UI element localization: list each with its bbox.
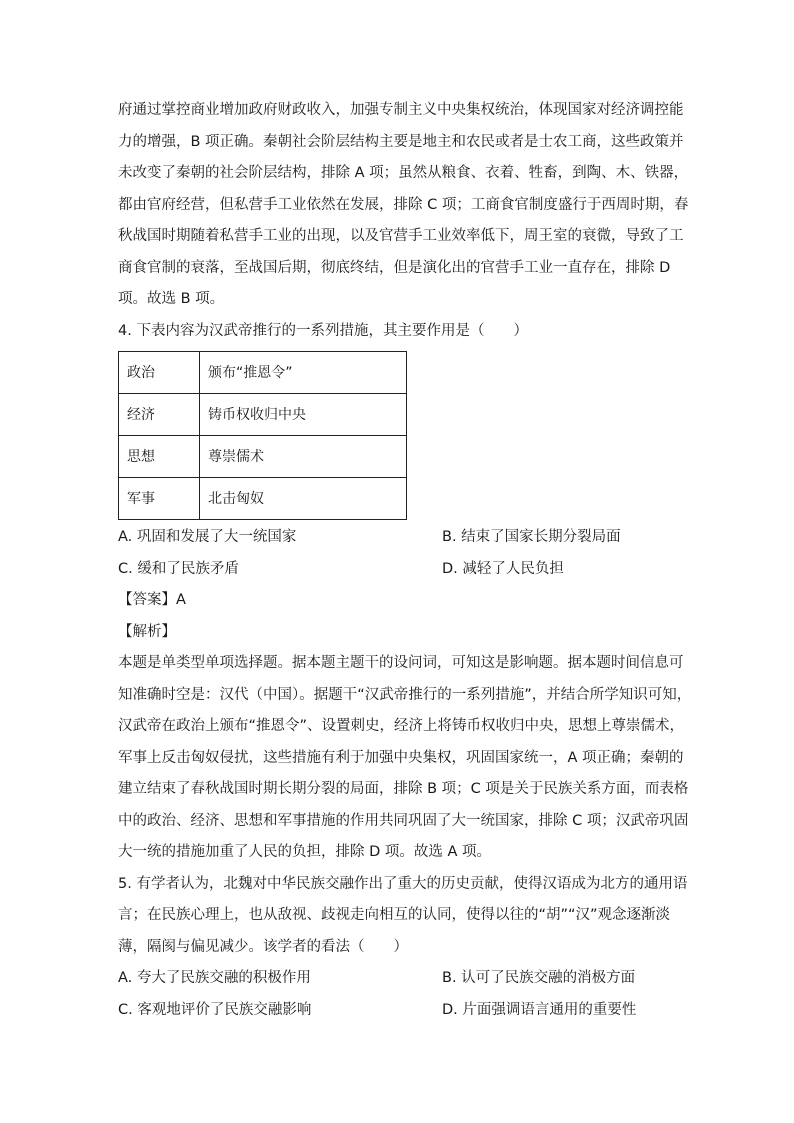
text-line: 汉武帝在政治上颁布“推恩令”、设置刺史，经济上将铸币权收归中央，思想上尊崇儒术，: [118, 718, 685, 734]
answer-label: 【答案】A: [118, 592, 186, 608]
table-cell-measure: 颁布“推恩令”: [200, 352, 407, 394]
text-line: 项。故选 B 项。: [118, 291, 225, 307]
table-cell-category: 政治: [119, 352, 200, 394]
analysis-label: 【解析】: [118, 623, 176, 640]
table-row: [119, 352, 407, 394]
question-stem: 薄，隔阂与偏见减少。该学者的看法（ ）: [118, 938, 408, 955]
measures-table: [118, 351, 407, 520]
option-d: D. 片面强调语言通用的重要性: [442, 1001, 637, 1018]
answer-options: [118, 963, 674, 1026]
question-4: [118, 316, 692, 869]
table-cell-category: 思想: [119, 436, 200, 478]
text-line: 府通过掌控商业增加政府财政收入，加强专制主义中央集权统治，体现国家对经济调控能: [118, 102, 684, 118]
text-line: 大一统的措施加重了人民的负担，排除 D 项。故选 A 项。: [118, 844, 492, 860]
option-d: D. 减轻了人民负担: [442, 560, 564, 577]
table-row: [119, 478, 407, 520]
table-cell-measure: 铸币权收归中央: [200, 394, 407, 436]
table-cell-category: 经济: [119, 394, 200, 436]
text-line: 秋战国时期随着私营手工业的出现，以及官营手工业效率低下，周王室的衰微，导致了工: [118, 228, 684, 244]
answer-options: [118, 522, 674, 585]
table-cell-category: 军事: [119, 478, 200, 520]
option-b: B. 结束了国家长期分裂局面: [442, 529, 621, 545]
text-line: 都由官府经营，但私营手工业依然在发展，排除 C 项；工商食官制度盛行于西周时期，春: [118, 196, 689, 213]
text-line: 知准确时空是：汉代（中国）。据题干“汉武帝推行的一系列措施”，并结合所学知识可知，: [118, 686, 692, 703]
table-cell-measure: 尊崇儒术: [200, 436, 407, 478]
option-c: C. 缓和了民族矛盾: [118, 560, 239, 577]
text-line: 商食官制的衰落，至战国后期，彻底终结，但是演化出的官营手工业一直存在，排除 D: [118, 259, 671, 276]
table-row: [119, 436, 407, 478]
question-stem: 4. 下表内容为汉武帝推行的一系列措施，其主要作用是（ ）: [118, 322, 528, 339]
question-stem: 言；在民族心理上，也从敌视、歧视走向相互的认同，使得以往的“胡”“汉”观念逐渐淡: [118, 907, 671, 923]
text-line: 建立结束了春秋战国时期长期分裂的局面，排除 B 项；C 项是关于民族关系方面，而表格: [118, 781, 689, 797]
text-line: 军事上反击匈奴侵扰，这些措施有利于加强中央集权，巩固国家统一，A 项正确；秦朝的: [118, 749, 684, 766]
option-b: B. 认可了民族交融的消极方面: [442, 970, 636, 986]
question-stem: 5. 有学者认为，北魏对中华民族交融作出了重大的历史贡献，使得汉语成为北方的通用语: [118, 875, 688, 892]
option-c: C. 客观地评价了民族交融影响: [118, 1001, 312, 1018]
previous-question-explanation: [118, 95, 689, 316]
text-line: 本题是单类型单项选择题。据本题主题干的设问词，可知这是影响题。据本题时间信息可: [118, 655, 684, 671]
question-5: [118, 869, 688, 1027]
table-cell-measure: 北击匈奴: [200, 478, 407, 520]
document-page: [118, 95, 692, 1026]
text-line: 中的政治、经济、思想和军事措施的作用共同巩固了大一统国家，排除 C 项；汉武帝巩固: [118, 812, 689, 829]
text-line: 力的增强，B 项正确。秦朝社会阶层结构主要是地主和农民或者是士农工商，这些政策并: [118, 133, 684, 150]
text-line: 未改变了秦朝的社会阶层结构，排除 A 项；虽然从粮食、衣着、牲畜，到陶、木、铁器，: [118, 165, 689, 181]
option-a: A. 巩固和发展了大一统国家: [118, 529, 297, 545]
table-row: [119, 394, 407, 436]
option-a: A. 夸大了民族交融的积极作用: [118, 970, 311, 986]
